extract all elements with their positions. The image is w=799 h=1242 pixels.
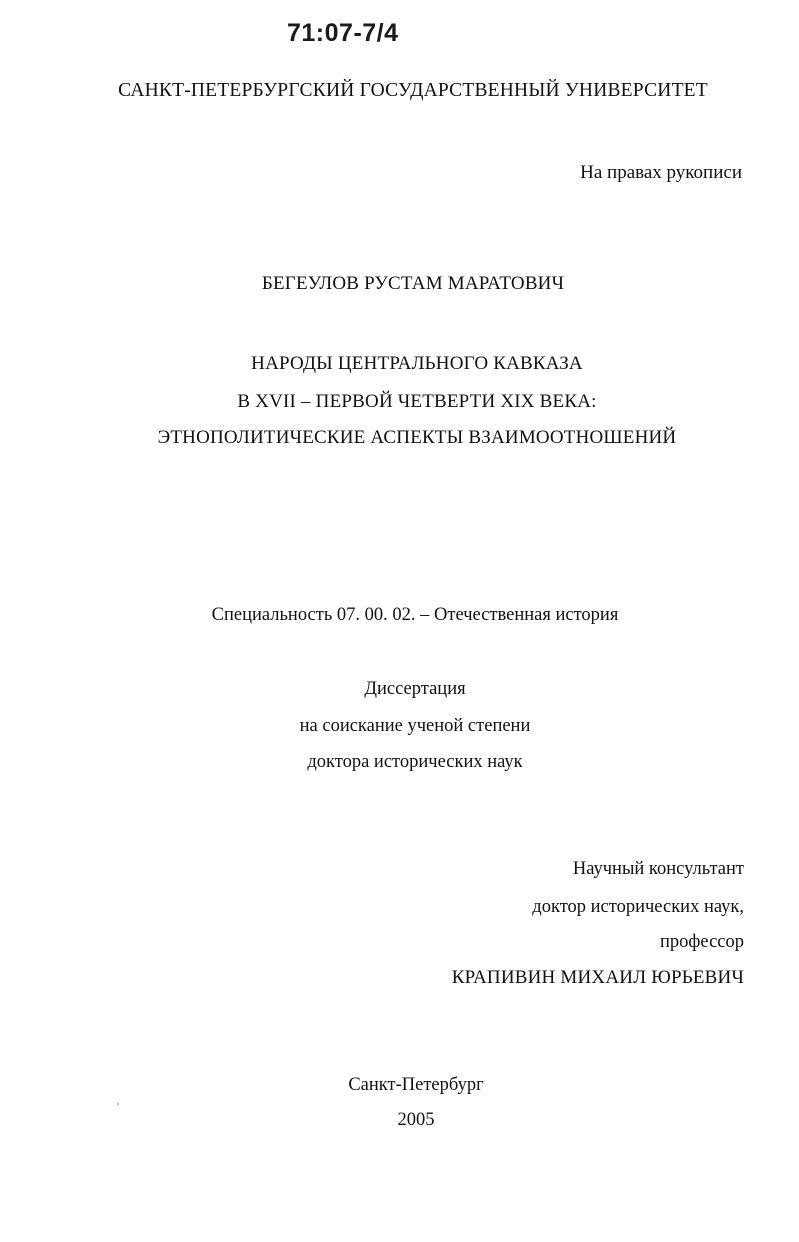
catalog-number-stamp: 71:07-7/4 [287,19,399,47]
advisor-title: профессор [660,932,744,952]
manuscript-rights-note: На правах рукописи [580,162,742,183]
scan-speck [117,1103,119,1105]
university-name: САНКТ-ПЕТЕРБУРГСКИЙ ГОСУДАРСТВЕННЫЙ УНИВЕРСИТЕТ [118,80,708,101]
title-line-2: В XVII – ПЕРВОЙ ЧЕТВЕРТИ XIX ВЕКА: [237,391,597,412]
title-line-1: НАРОДЫ ЦЕНТРАЛЬНОГО КАВКАЗА [251,353,583,374]
dissertation-line-2: на соискание ученой степени [299,716,531,736]
year: 2005 [397,1110,435,1130]
city: Санкт-Петербург [348,1075,484,1095]
author-name: БЕГЕУЛОВ РУСТАМ МАРАТОВИЧ [261,273,565,294]
advisor-degree: доктор исторических наук, [532,897,744,917]
dissertation-line-1: Диссертация [364,679,466,699]
advisor-role: Научный консультант [572,859,744,879]
title-line-3: ЭТНОПОЛИТИЧЕСКИЕ АСПЕКТЫ ВЗАИМООТНОШЕНИЙ [157,427,677,448]
advisor-name: КРАПИВИН МИХАИЛ ЮРЬЕВИЧ [451,967,744,988]
specialty: Специальность 07. 00. 02. – Отечественная история [211,605,619,625]
dissertation-line-3: доктора исторических наук [307,752,523,772]
